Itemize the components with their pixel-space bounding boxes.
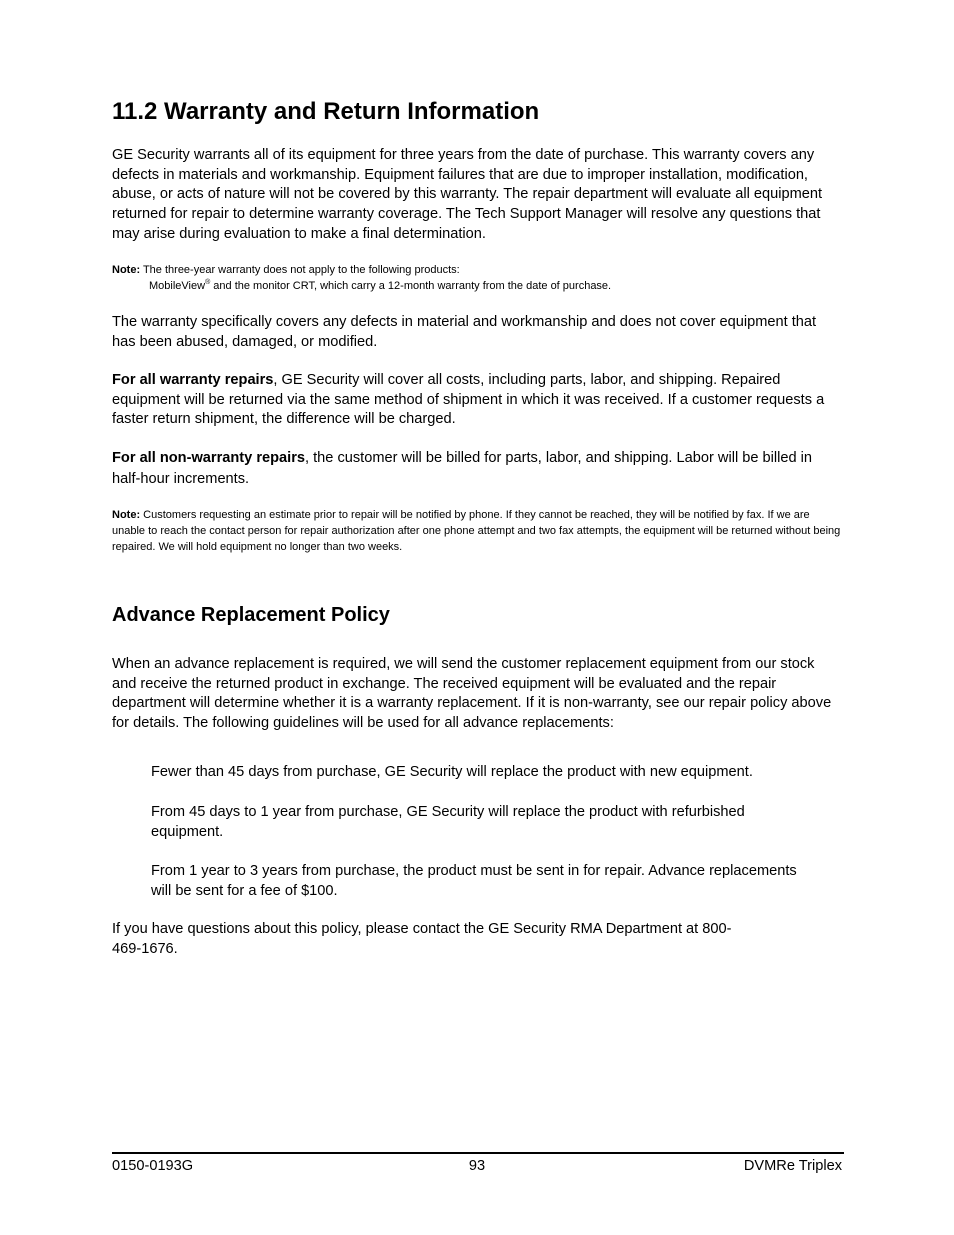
note-text: The three-year warranty does not apply to the following products: [140,264,460,276]
nonwarranty-repairs-paragraph [112,448,842,490]
note-product-text: and the monitor CRT, which carry a 12-month warranty from the date of purchase. [210,280,612,292]
warranty-repairs-paragraph [112,371,842,430]
document-page [112,0,844,1235]
note-label: Note: [112,264,141,276]
nonwarranty-repairs-text: , the customer will be billed for parts, labor, and shipping. Labor will be billed in half-hour increments. [112,450,813,487]
guideline-item: Fewer than 45 days from purchase, GE Security will replace the product with new equipment. [151,764,753,780]
footer-doc-number: 0150-0193G [112,1158,194,1174]
section-heading: Advance Replacement Policy [112,604,390,626]
note-product-name: MobileView [149,280,206,292]
footer-page-number: 93 [468,1158,486,1174]
note-text: Customers requesting an estimate prior to repair will be notified by phone. If they cannot be reached, they will be notified by fax. If we are unable to reach the contact person for repair authorization after one phone attempt and two fax attempts, the equipment will be returned without being repaired. We will hold equipment no longer than two weeks. [112,509,841,553]
footer-divider [112,1152,844,1154]
note-product-line [112,278,842,294]
registered-mark: ® [205,279,211,286]
footer-product-name: DVMRe Triplex [743,1158,842,1174]
note-label: Note: [112,509,141,521]
page-title: 11.2 Warranty and Return Information [112,98,540,125]
guideline-item: From 45 days to 1 year from purchase, GE Security will replace the product with refurbished equipment. [151,804,745,840]
coverage-paragraph: The warranty specifically covers any defects in material and workmanship and does not cover equipment that has been abused, damaged, or modified. [112,314,817,350]
estimate-note [112,507,842,555]
warranty-intro-paragraph: GE Security warrants all of its equipment for three years from the date of purchase. This warranty covers any defects in materials and workmanship. Equipment failures that are due to improper installation, modification, abuse, or acts of nature will not be covered by this warranty. The repair department will evaluate all equipment returned for repair to determine warranty coverage. The Tech Support Manager will resolve any questions that may arise during evaluation to make a final determination. [112,147,823,242]
contact-paragraph: If you have questions about this policy, please contact the GE Security RMA Department at 800-469-1676. [112,921,732,957]
warranty-repairs-lead: For all warranty repairs [112,372,274,388]
advance-intro-paragraph: When an advance replacement is required, we will send the customer replacement equipment from our stock and receive the returned product in exchange. The received equipment will be evaluated and the repair department will determine whether it is a warranty replacement. If it is non-warranty, see our repair policy above for details. The following guidelines will be used for all advance replacements: [112,656,832,732]
warranty-exception-note [112,262,842,294]
guideline-item: From 1 year to 3 years from purchase, the product must be sent in for repair. Advance replacements will be sent for a fee of $100. [151,863,797,899]
nonwarranty-repairs-lead: For all non-warranty repairs [112,450,306,466]
warranty-repairs-text: , GE Security will cover all costs, including parts, labor, and shipping. Repaired equipment will be returned via the same method of shipment in which it was received. If a customer requests a faster return shipment, the difference will be charged. [112,372,825,428]
